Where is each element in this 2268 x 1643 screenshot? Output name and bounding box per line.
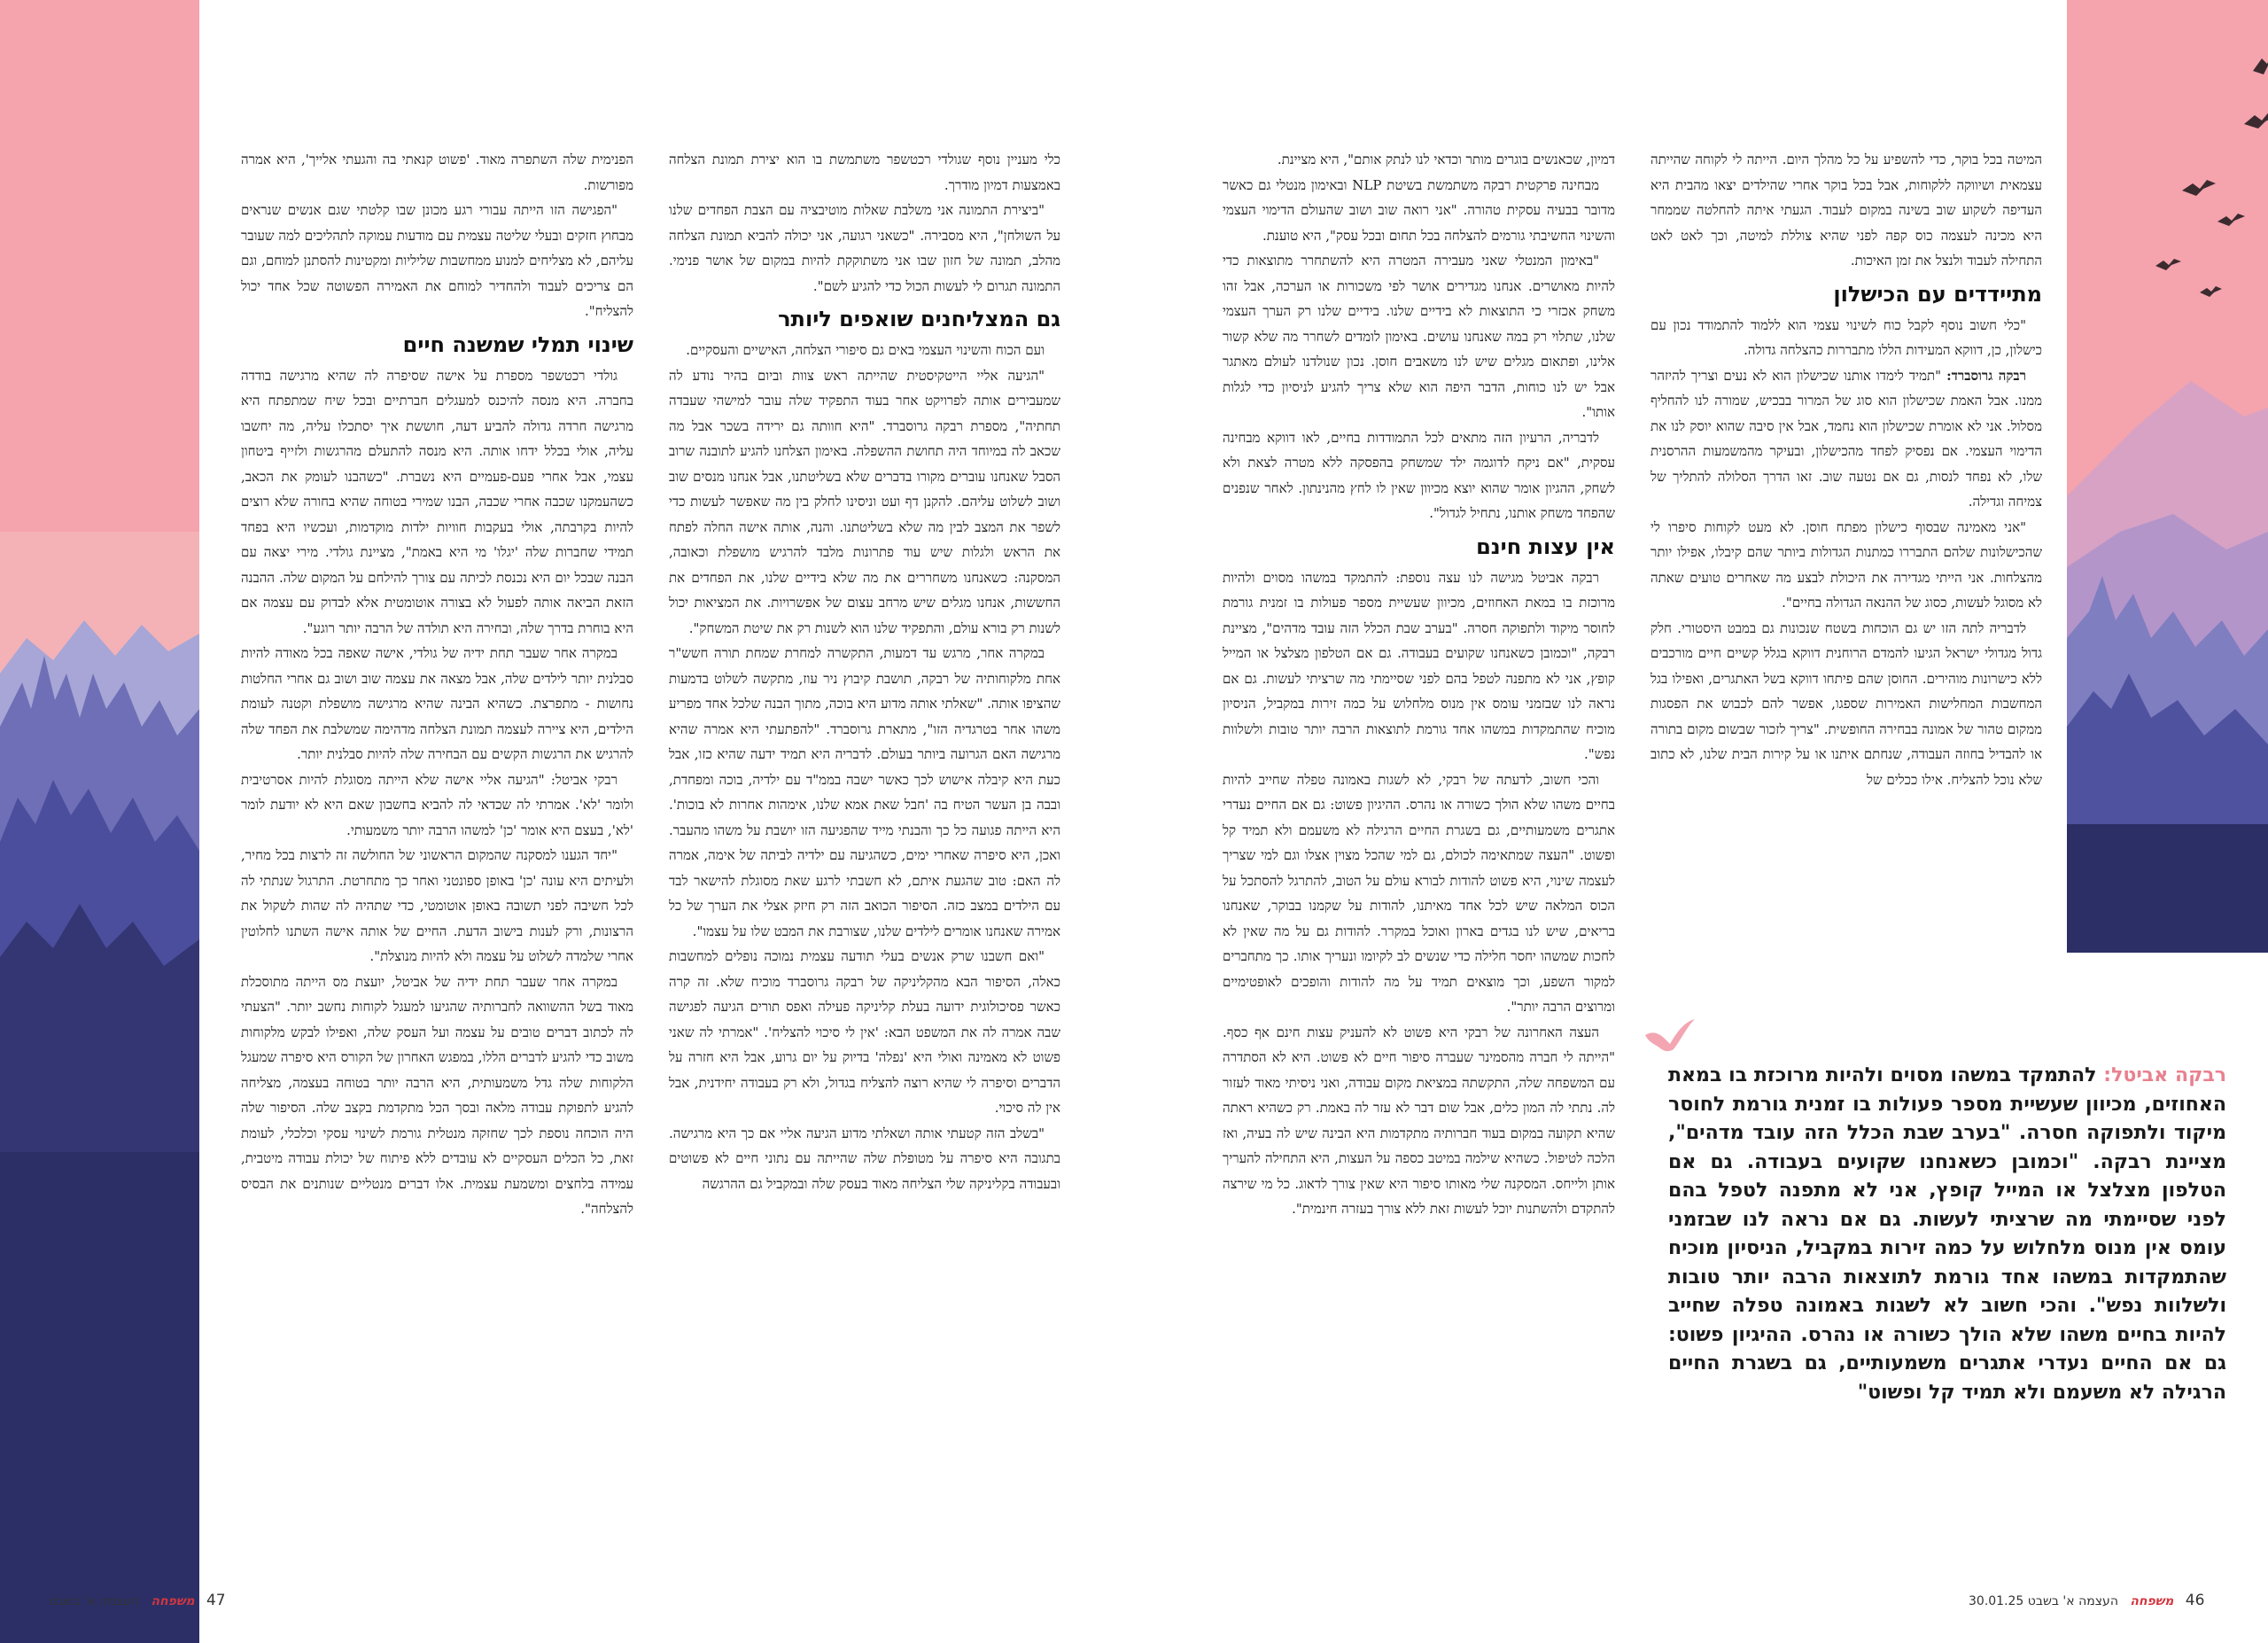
paragraph: דמיון, שכאנשים בוגרים מותר וכדאי לנו לנתק אותם", היא מציינת.: [1277, 152, 1615, 167]
section-name: העצמה: [99, 1594, 140, 1608]
paragraph: "באימון המנטלי שאני מעבירה המטרה היא להשתחרר מתוצאות כדי להיות מאושרים. אנחנו מגדירים אושר לפי משכורות או הערכה, אבל זהו משחק אכזרי כי התוצאות לא בידיים שלנו. בידיים שלנו רק הערך העצמי שלנו, שתלוי רק במה שאנחנו עושים. באימון לומדים לשחרר מה שלא קשור אלינו, ופתאום מגלים שיש לנו משאבים חוסן. נכון שנולדנו לעולם מאתגר אבל יש לנו כוחות, הדבר היפה הוא שלא צריך להגיע לניסיון כדי לגלות אותו".: [1223, 253, 1615, 420]
paragraph: "בשלב הזה קטעתי אותה ושאלתי מדוע הגיעה אליי אם כך היא מרגישה. בתגובה היא סיפרה על מטופלת שלה שהייתה עם נתוני חיים לא פשוטים ובעבודה בקליניקה שלי הצליחה מאוד בעסק שלה ובמקביל גם ההרגשה: [669, 1125, 1060, 1192]
issue-date: א' בשבט: [49, 1594, 96, 1608]
pull-quote: [1668, 1062, 2226, 1407]
footer-right-page: [1969, 1592, 2204, 1609]
section-name: העצמה: [2078, 1594, 2118, 1608]
paragraph: במקרה אחר, מרגש עד דמעות, התקשרה למחרת שמחת תורה חשש"ר אחת מלקוחותיה של רבקה, תושבת קיבוץ ניר עוז, מתקשה לשלוט בדמעות שהציפו אותה. "שאלתי אותה מדוע היא בוכה, מתוך הבנה שלכל אחד מפריע משהו אחר בטרגדיה הזו", מתארת גרוסברד. "להפתעתי היא אמרה שהיא מרגישה האם הגרועה ביותר בעולם. לדבריה היא תמיד ידעה שהיא כזו, אבל כעת היא קיבלה אישוש לכך כאשר ישבה בממ"ד עם ילדיה, בוכה ומפחדת, ובבה בן העשר הטיח בה 'חבל שאת אמא שלנו, אימהות אחרות לא בוכות'. היא הייתה פגועה כל כך והבנתי מייד שהפגיעה הזו יושבת על משהו מהעבר. ואכן, היא סיפרה שאחרי ימים, כשהגיעה עם ילדיה לביתה של אימה, אמרה לה האם: טוב שהגעת איתם, לא חשבתי לרגע שאת מסוגלת להישאר לבד עם הילדים במצב כזה. הסיפור הכואב הזה רק חיזק אצלי את הערך של כל אמירה שאנחנו אומרים לילדים שלנו, שצורבת את המבט שלו על עצמו".: [669, 645, 1060, 939]
paragraph: "הגיעה אליי הייטקיסטית שהייתה ראש צוות וביום בהיר נודע לה שמעבירים אותה לפרויקט אחר בעוד התפקיד שלה עובר למישהי שעבדה תחתיה", מספרת רבקה גרוסברד. "היא חוותה גם ירידה בשכר אבל מה שכאב לה במיוחד היה תחושת ההשפלה. באימון הצלחנו להגיע לתובנה שרוב הסבל שאנחנו עוברים מקורו בדברים שלא בשליטתנו, אבל אנחנו מנסים שוב ושוב לשלוט עליהם. להקנן דף ועט וניסינו לחלק בין מה שאפשר לעשות כדי לשפר את המצב לבין מה שלא בשליטתנו. והנה, אותה אישה החלה לפתח את הראש ולגלות שיש עוד פתרונות מלבד להרגיש מושפלת וכאובה, המסקנה: כשאנחנו משחררים את מה שלא בידיים שלנו, את הפחדים את החששות, אנחנו מגלים שיש מרחב עצום של אפשרויות. את המציאות יכול לשנות רק בורא עולם, והתפקיד שלנו הוא לשנות רק את שיטת המשחק".: [669, 367, 1060, 636]
paragraph: "יחד הגענו למסקנה שהמקום הראשוני של החולשה זה לרצות בכל מחיר, ולעיתים היא עונה 'כן' באופן ספונטני ואחר כך מתחרטת. התרגול שנתתי לה לכל חשיבה לפני תשובה באופן אוטומטי, כדי שתהיה לה שהות לשקול את הרצונות, ורק לענות בישוב הדעת. החיים של אותה אישה השתנו לחלוטין אחרי שלמדה לשלוט על עצמה ולא להיות מנוצלת".: [241, 847, 633, 964]
paragraph: רבקה אביטל מגישה לנו עצה נוספת: להתמקד במשהו מסוים ולהיות מרוכזת בו במאת האחוזים, מכיוון שעשיית מספר פעולות בו זמנית גורמת לחוסר מיקוד ולתפוקה חסרה. "בערב שבת הכלל הזה עובד מדהים", מציינת רבקה, "וכמובן כשאנחנו שקועים בעבודה. גם אם הטלפון מצלצל או המייל קופץ, אני לא מתפנה לטפל בהם לפני שסיימתי מה שרציתי לעשות. גם אם נראה לנו שבזמני עומס אין מנוס מלחלוש על כמה זירות במקביל, הניסיון מוכיח שהתמקדות במשהו אחד גורמת לתוצאות הרבה יותר טובות ולשלוות נפש".: [1223, 569, 1615, 762]
paragraph: העצה האחרונה של רבקי היא פשוט לא להעניק עצות חינם אף כסף. "הייתה לי חברה מהסמינר שעברה סיפור חיים לא פשוט. היא לא הסתדרה עם המשפחה שלה, התקשתה במציאת מקום עבודה, ואני ניסיתי מאוד לעזור לה. נתתי לה המון כלים, אבל שום דבר לא עזר לה באמת. רק כשהיא ראתה שהיא תקועה במקום בעוד חברותיה מתקדמות היא הבינה שיש לה בעיה, ואז הלכה לטיפול. כשהיא שילמה במיטב כספה על העצות, היא התחילה להעריך אותן ולייחס. המסקנה שלי מאותו סיפור היא שאין צורך לדאוג. כל מי שירצה להתקדם ולהשתנות יוכל לעשות זאת ללא צורך בעזרה חינמית".: [1223, 1024, 1615, 1217]
paragraph: המיטה בכל בוקר, כדי להשפיע על כל מהלך היום. הייתה לי לקוחה שהייתה עצמאית ושיווקה ללקוחות, אבל בכל בוקר אחרי שהילדים יצאו מהבית היא העדיפה לשקוע שוב בשינה במקום לעבוד. הגעתי איתה להחלטה שממחר היא מכינה לעצמה כוס קפה לפני שהיא צוללת למיטה, וכך לאט לאט התחילה לעבוד ולנצל את זמן האיכות.: [1651, 152, 2042, 269]
paragraph: רבקי אביטל: "הגיעה אליי אישה שלא הייתה מסוגלת להיות אסרטיבית ולומר 'לא'. אמרתי לה שכדאי לה להביא בחשבון שאם היא לא יודעת לומר 'לא', בעצם היא אומר 'כן' למשהו הרבה יותר משמעותי.: [241, 771, 633, 838]
paragraph: והכי חשוב, לדעתה של רבקי, לא לשגות באמונה טפלה שחייב להיות בחיים משהו שלא הולך כשורה או נהרס. ההיגיון פשוט: גם אם החיים נעדרי אתגרים משמעותיים, גם בשגרת החיים הרגילה לא משעמם ולא תמיד קל ופשוט. "העצה שמתאימה לכולם, גם למי שהכל מצוין אצלו וגם למי שצריך לעצמה שינוי, היא פשוט להודות לבורא עולם על הטוב, להתרגל להסתכל על הכוס המלאה שיש לכל אחד מאיתנו, להודות על שקמנו בבוקר, שאנחנו בריאים, שיש לנו בגדים בארון ואוכל במקרר. להודות גם על מה שאין לא לחכות שמשהו יחסר חלילה כדי שנשים לב לקיומו ונעריך אותו. כך מתחברים למקור השפע, וכך מוצאים תמיד על מה להודות והופכים לאופטימיים ומרוצים הרבה יותר".: [1223, 771, 1615, 1015]
paragraph: "כלי חשוב נוסף לקבל כוח לשינוי עצמי הוא ללמוד להתמודד נכון עם כישלון, כן, דווקא המעידות הללו מתבררות כהצלחה גדולה.: [1651, 316, 2042, 358]
page-number: 46: [2185, 1592, 2205, 1609]
article-column-2: [1223, 147, 1615, 1512]
right-edge-artwork: [2067, 0, 2268, 953]
issue-date: א' בשבט: [2027, 1594, 2075, 1608]
paragraph: "הפגישה הזו הייתה עבורי רגע מכונן שבו קלטתי שגם אנשים שנראים מבחוץ חזקים ובעלי שליטה עצמית עם מודעות עמוקה לתהליכים למה שעובר עליהם, לא מצליחים למנוע ממחשבות שליליות ומקטינות להסתנן למוחם, וגם הם צריכים לעבוד ולהחדיר למוחם את האמירה הפשוטה שכל אחד יכול להצליח".: [241, 202, 633, 319]
brand-logo: משפחה: [2130, 1594, 2174, 1608]
bird-icon: [1643, 1017, 1697, 1062]
left-edge-artwork: [0, 0, 199, 1643]
paragraph: לדבריה לתה הזו יש גם הוכחות בשטח שנכונות גם במבט היסטורי. חלק גדול מגדולי ישראל הגיעו להמדם הרוחנית דווקא בגלל קשיים חיים מורכבים ללא כישרונות מוהירים. החוסן שהם פיתחו דווקא בשל האתגרים, ואפילו בגל המחשבות המחלישות האמירות שספגו, אפשר להם לכבוש את הפסגות ממקום טהור של אמונה בבחירה החופשית. "צריך לזכור שבשום מקום בתורה או להבדיל בחוזה העבודה, שנחתם איתנו או על קירות הבית שלנו, לא כתוב שלא נוכל להצליח. אילו ככלים של: [1651, 619, 2042, 788]
paragraph: גולדי רכטשפר מספרת על אישה שסיפרה לה שהיא מרגישה בודדה בחברה. היא מנסה להיכנס למעגלים חברתיים ובכל שיח שמתפתח היא מרגישה חרדה גדולה להביע דעה, חוששת איך יסתכלו עליה, מה יחשבו עליה, אולי בכלל ידחו אותה. היא מנסה להתעלם מהרגשות ולזייף ביטחון עצמי, אבל אחרי פעם-פעמיים היא נשברת. "כשהבנו לעומק את הכאב, כשהעמקנו שכבה אחרי שכבה, הבנו שמירי בטוחה שהיא בחורה שלא רוצים להיות בקרבתה, אולי בעקבות חוויות ילדות מוקדמות, ועכשיו היא בפחד תמידי שחברות שלה 'יגלו' מי היא באמת", מציינת גולדי. מירי יצאה עם הבנה שבכל יום היא נכנסת לכיתה עם צורך להילחם על המקום שלה. ההבנה הזאת הביאה אותה לפעול לא בצורה אוטומטית אלא לבדוק עם עצמה אם היא בוחרת בדרך שלה, ובחירה היא תולדה של הרבה יותר רוגע".: [241, 367, 633, 636]
subheading: שינוי תמלי שמשנה חיים: [402, 331, 633, 357]
paragraph: כלי מעניין נוסף שגולדי רכטשפר משתמשת בו הוא יצירת תמונת הצלחה באמצעות דמיון מודרך.: [669, 152, 1060, 193]
issue-date-numeric: 30.01.25: [1969, 1594, 2024, 1608]
paragraph: "ביצירת התמונה אני משלבת שאלות מוטיבציה עם הצבת הפחדים שלנו על השולחן", היא מסבירה. "כשאני רגועה, אני יכולה להביא תמונת הצלחה מהלב, תמונה של חזון שבו אני משתוקקת להיות במקום של אושר פנימי. התמונה תגרום לי לעשות הכול כדי להגיע לשם".: [669, 202, 1060, 294]
paragraph: "ואם חשבנו שרק אנשים בעלי תודעה עצמית נמוכה נופלים למחשבות כאלה, הסיפור הבא מהקליניקה של רבקה גרוסברד מוכיח שלא. זה קרה כאשר פסיכולוגית ידועה בעלת קליניקה פעילה ואפס תורים הגיעה לפגישה שבה אמרה לה את המשפט הבא: 'אין לי סיכוי להצליח'. "אמרתי לה שאני פשוט לא מאמינה ואולי היא 'נפלה' בדיוק על יום גרוע, אבל היא חזרה על הדברים וסיפרה לי שהיא רוצה להצליח בגדול, ולא רק בעבודה יחידנית, אבל אין לה סיכוי.: [669, 948, 1060, 1116]
speaker-name: רבקה גרוסברד:: [1946, 367, 2026, 384]
paragraph: ועם הכוח והשינוי העצמי באים גם סיפורי הצלחה, האישיים והעסקיים.: [686, 342, 1045, 358]
pull-quote-text: להתמקד במשהו מסוים ולהיות מרוכזת בו במאת האחוזים, מכיוון שעשיית מספר פעולות בו זמנית גורמת לחוסר מיקוד ולתפוקה חסרה. "בערב שבת הכלל הזה עובד מדהים", מציינת רבקה. "וכמובן כשאנחנו שקועים בעבודה. גם אם הטלפון מצלצל או המייל קופץ, אני לא מתפנה לטפל בהם לפני שסיימתי מה שרציתי לעשות. גם אם נראה לנו שבזמני עומס אין מנוס מלחלוש על כמה זירות במקביל, הניסיון מוכיח שהתמקדות במשהו אחד גורמת לתוצאות הרבה יותר טובות ולשלוות נפש". והכי חשוב לא לשגות באמונה טפלה שחייב להיות בחיים משהו שלא הולך כשורה או נהרס. ההיגיון פשוט: גם אם החיים נעדרי אתגרים משמעותיים, גם בשגרת החיים הרגילה לא משעמם ולא תמיד קל ופשוט": [1668, 1064, 2226, 1404]
pull-quote-speaker: רבקה אביטל:: [2103, 1064, 2226, 1086]
subheading: גם המצליחנים שואפים ליותר: [778, 307, 1060, 331]
paragraph: מבחינה פרקטית רבקה משתמשת בשיטת NLP ובאימון מנטלי גם כאשר מדובר בבעיה עסקית טהורה. "אני רואה שוב ושוב שהעולם הדימוי העצמי והשינוי החשיבתי גורמים להצלחה בכל תחום ובכל עסק", היא טוענת.: [1223, 176, 1615, 244]
brand-logo: משפחה: [151, 1594, 195, 1608]
paragraph: במקרה אחר שעבר תחת ידיה של גולדי, אישה שאפה בכל מאודה להיות סבלנית יותר לילדים שלה, אבל מצאה את עצמה שוב ושוב גם אחרי החלטות נחושות - מתפרצת. כשהיא הבינה שהיא מרגישה מושפלת וקטנה לעומת הילדים, היא ציירה לעצמה תמונת הצלחה מדהימה שמשלבת את הפחד שלה להרגיש את הרגשות הקשים עם הבחירה שלה להיות סבלנית יותר.: [241, 645, 633, 762]
paragraph: לדבריה, הרעיון הזה מתאים לכל התמודדות בחיים, לאו דווקא מבחינה עסקית, "אם ניקח לדוגמה ילד שמשחק בהפסקה ללא מטרה לצאת ולא לשחק, ההגיון אומר שהוא יוצא מכיוון שאין לו לחץ מהנינתון. לאחר שנפנים שהפחד משחק אותנו, נתחיל לגדול".: [1223, 429, 1615, 521]
page-number: 47: [206, 1592, 226, 1609]
subheading: אין עצות חינם: [1476, 533, 1615, 559]
paragraph: הפנימית שלה השתפרה מאוד. 'פשוט קנאתי בה והגעתי אלייך', היא אמרה מפורשות.: [241, 152, 633, 193]
paragraph: במקרה אחר שעבר תחת ידיה של אביטל, יועצת מס הייתה מתוסכלת מאוד בשל ההשוואה לחברותיה שהגיעו למעגל לקוחות נחשב יותר. "הצעתי לה לכתוב דברים טובים על עצמה ועל העסק שלה, ואפילו לבקש מלקוחות משוב כדי להגיע לדברים הללו, במפגש האחרון של הקורס היא סיפרה שמעגל הלקוחות שלה גדל משמעותית, היא הרבה יותר בטוחה בעצמה, מצליחה להגיע לתפוקת עבודה מלאה ובסך הכל מתקדמת בקצב שלה. הסיפור שלה היה הוכחה נוספת לכך שחזקה מנטלית גורמת לשינוי עסקי וכלכלי, לעומת זאת, כל הכלים העסקיים לא עובדים ללא פיתוח של יכולת עבודה מיטבית, עמידה בלחצים ומשמעת עצמית. אלו דברים מנטליים שנותנים את הבסיס להצלחה".: [241, 973, 633, 1217]
article-column-4: [241, 147, 633, 1512]
footer-left-page: [49, 1592, 226, 1609]
paragraph: "תמיד לימדו אותנו שכישלון הוא לא נעים וצריך להיזהר ממנו. אבל האמת שכישלון הוא סוג של המרור בבכיש, שמורה לנו להחליף מסלול. אני לא אומרת שכישלון הוא נחמד, אבל אין סיבה שהוא יוסק לנו את הדימוי העצמי. אם נפסיק לפחד מהכישלון, ובעיקר מהמשמעות ההרסנית שלו, לא נפחד לנסות, גם אם נטעה שוב. זאו הדרך הסלולה להתליך של צמיחה וגדילה.: [1651, 367, 2042, 510]
subheading: מתיידדים עם הכישלון: [1833, 281, 2042, 307]
paragraph: "אני מאמינה שבסוף כישלון מפתח חוסן. לא מעט לקוחות סיפרו לי שהכישלונות שלהם התבררו כמתנות הגדולות ביותר שהם קיבלו, אפילו יותר מהצלחות. אני הייתי מגדירה את היכולת לבצע מה שאחרים טועים שאתה לא מסוגל לעשות, כסוג של ההנאה הגדולה בחיים".: [1651, 518, 2042, 611]
article-column-1: [1651, 147, 2042, 954]
article-column-3: [669, 147, 1060, 1512]
